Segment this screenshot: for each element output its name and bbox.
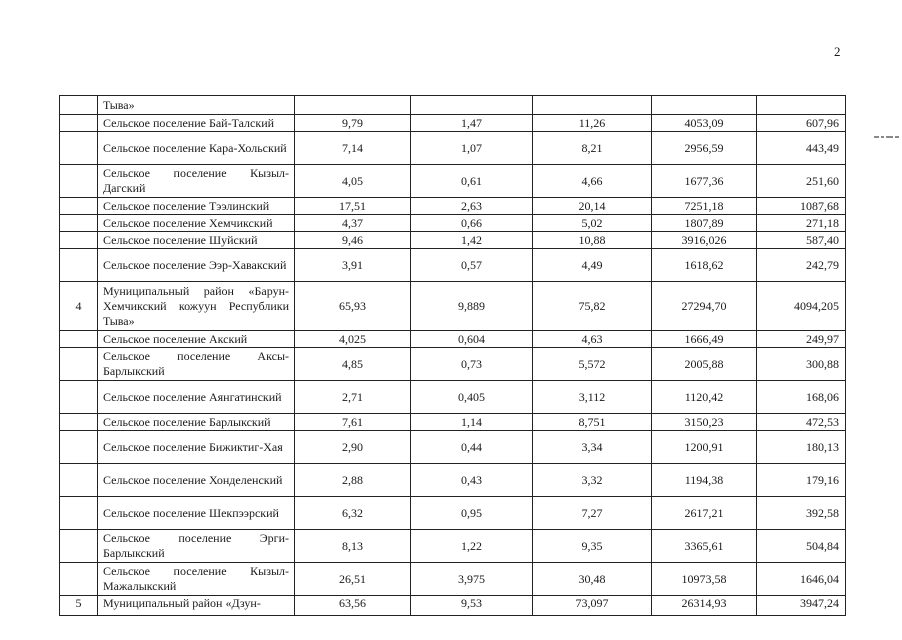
value-cell-1: 17,51 <box>295 198 411 215</box>
value-cell-4: 27294,70 <box>652 282 757 331</box>
value-cell-2: 9,53 <box>411 596 533 616</box>
value-cell-4: 1194,38 <box>652 464 757 497</box>
value-cell-4: 10973,58 <box>652 563 757 596</box>
value-cell-3: 3,32 <box>533 464 652 497</box>
value-cell-3: 73,097 <box>533 596 652 616</box>
value-cell-2: 0,95 <box>411 497 533 530</box>
settlement-name-cell: Сельское поселение Барлыкский <box>98 414 295 431</box>
value-cell-2: 0,61 <box>411 165 533 198</box>
value-cell-5: 271,18 <box>757 215 846 232</box>
value-cell-3: 4,66 <box>533 165 652 198</box>
row-number-cell <box>60 165 98 198</box>
value-cell-2: 0,43 <box>411 464 533 497</box>
value-cell-2: 9,889 <box>411 282 533 331</box>
value-cell-5: 168,06 <box>757 381 846 414</box>
value-cell-1: 2,88 <box>295 464 411 497</box>
settlement-name-cell: Сельское поселение Кара-Хольский <box>98 132 295 165</box>
settlement-name-cell: Сельское поселение Бижиктиг-Хая <box>98 431 295 464</box>
table-row <box>60 232 846 249</box>
value-cell-2: 0,57 <box>411 249 533 282</box>
value-cell-2: 1,07 <box>411 132 533 165</box>
value-cell-3: 30,48 <box>533 563 652 596</box>
value-cell-3: 8,21 <box>533 132 652 165</box>
row-number-cell <box>60 464 98 497</box>
value-cell-4: 26314,93 <box>652 596 757 616</box>
settlement-name-text: Муниципальный район «Дзун- <box>103 596 261 610</box>
value-cell-5: 443,49 <box>757 132 846 165</box>
value-cell-2: 1,42 <box>411 232 533 249</box>
row-number-cell <box>60 249 98 282</box>
value-cell-1: 2,71 <box>295 381 411 414</box>
value-cell-5: 179,16 <box>757 464 846 497</box>
settlement-name-cell: Сельское поселение Ээр-Хавакский <box>98 249 295 282</box>
value-cell-5: 251,60 <box>757 165 846 198</box>
row-number-cell <box>60 215 98 232</box>
page-number: 2 <box>834 44 841 59</box>
table-row <box>60 331 846 348</box>
table-row <box>60 96 846 115</box>
value-cell-3: 4,49 <box>533 249 652 282</box>
value-cell-5: 392,58 <box>757 497 846 530</box>
value-cell-1: 65,93 <box>295 282 411 331</box>
allocation-table <box>59 95 846 616</box>
value-cell-4: 2005,88 <box>652 348 757 381</box>
row-number-cell <box>60 530 98 563</box>
row-number-cell <box>60 414 98 431</box>
value-cell-2 <box>411 96 533 115</box>
value-cell-1: 4,05 <box>295 165 411 198</box>
value-cell-4: 3150,23 <box>652 414 757 431</box>
settlement-name-cell: Сельское поселение Хонделенский <box>98 464 295 497</box>
value-cell-1: 2,90 <box>295 431 411 464</box>
settlement-name-cell: Сельское поселение Кызыл-Дагский <box>98 165 295 198</box>
value-cell-4: 1200,91 <box>652 431 757 464</box>
value-cell-1: 26,51 <box>295 563 411 596</box>
row-number-cell <box>60 132 98 165</box>
table-row <box>60 249 846 282</box>
value-cell-4: 1677,36 <box>652 165 757 198</box>
value-cell-1: 7,14 <box>295 132 411 165</box>
value-cell-4: 3916,026 <box>652 232 757 249</box>
settlement-name-cell: Сельское поселение Шекпээрский <box>98 497 295 530</box>
row-number-cell <box>60 96 98 115</box>
value-cell-5: 180,13 <box>757 431 846 464</box>
value-cell-3: 9,35 <box>533 530 652 563</box>
row-number-cell: 5 <box>60 596 98 616</box>
table-row <box>60 530 846 563</box>
value-cell-5: 504,84 <box>757 530 846 563</box>
value-cell-1: 3,91 <box>295 249 411 282</box>
settlement-name-cell: Тыва» <box>98 96 295 115</box>
row-number-cell <box>60 497 98 530</box>
value-cell-1: 8,13 <box>295 530 411 563</box>
value-cell-3 <box>533 96 652 115</box>
row-number-cell <box>60 331 98 348</box>
value-cell-2: 1,22 <box>411 530 533 563</box>
settlement-name-cell: Муниципальный район «Барун-Хемчикский кожуун Республики Тыва» <box>98 282 295 331</box>
table-row <box>60 497 846 530</box>
table-body <box>60 96 846 616</box>
row-number-cell: 4 <box>60 282 98 331</box>
table-row <box>60 165 846 198</box>
value-cell-5: 472,53 <box>757 414 846 431</box>
table-row <box>60 198 846 215</box>
value-cell-2: 0,73 <box>411 348 533 381</box>
table-row <box>60 381 846 414</box>
value-cell-5: 587,40 <box>757 232 846 249</box>
value-cell-1: 4,025 <box>295 331 411 348</box>
value-cell-4: 4053,09 <box>652 115 757 132</box>
value-cell-1 <box>295 96 411 115</box>
value-cell-2: 1,47 <box>411 115 533 132</box>
value-cell-3: 5,572 <box>533 348 652 381</box>
table-row <box>60 414 846 431</box>
value-cell-4: 1666,49 <box>652 331 757 348</box>
value-cell-1: 7,61 <box>295 414 411 431</box>
value-cell-4: 2956,59 <box>652 132 757 165</box>
table-row <box>60 431 846 464</box>
table-row <box>60 464 846 497</box>
value-cell-3: 75,82 <box>533 282 652 331</box>
value-cell-1: 9,79 <box>295 115 411 132</box>
value-cell-2: 0,604 <box>411 331 533 348</box>
value-cell-1: 4,37 <box>295 215 411 232</box>
table-row <box>60 563 846 596</box>
settlement-name-cell <box>98 596 295 616</box>
settlement-name-cell: Сельское поселение Кызыл-Мажалыкский <box>98 563 295 596</box>
table-row <box>60 596 846 616</box>
table-row <box>60 215 846 232</box>
row-number-cell <box>60 563 98 596</box>
value-cell-1: 9,46 <box>295 232 411 249</box>
row-number-cell <box>60 115 98 132</box>
settlement-name-cell: Сельское поселение Эрги-Барлыкский <box>98 530 295 563</box>
value-cell-3: 3,112 <box>533 381 652 414</box>
row-number-cell <box>60 198 98 215</box>
table-row <box>60 132 846 165</box>
settlement-name-cell: Сельское поселение Аянгатинский <box>98 381 295 414</box>
value-cell-3: 20,14 <box>533 198 652 215</box>
value-cell-3: 4,63 <box>533 331 652 348</box>
row-number-cell <box>60 232 98 249</box>
settlement-name-cell: Сельское поселение Хемчикский <box>98 215 295 232</box>
row-number-cell <box>60 381 98 414</box>
value-cell-3: 11,26 <box>533 115 652 132</box>
value-cell-5: 1646,04 <box>757 563 846 596</box>
value-cell-2: 0,44 <box>411 431 533 464</box>
value-cell-5: 4094,205 <box>757 282 846 331</box>
value-cell-4 <box>652 96 757 115</box>
value-cell-4: 3365,61 <box>652 530 757 563</box>
value-cell-4: 7251,18 <box>652 198 757 215</box>
settlement-name-cell: Сельское поселение Шуйский <box>98 232 295 249</box>
value-cell-5: 242,79 <box>757 249 846 282</box>
table-row <box>60 115 846 132</box>
value-cell-2: 3,975 <box>411 563 533 596</box>
settlement-name-cell: Сельское поселение Аксы-Барлыкский <box>98 348 295 381</box>
value-cell-2: 2,63 <box>411 198 533 215</box>
settlement-name-cell: Сельское поселение Тээлинский <box>98 198 295 215</box>
value-cell-2: 0,405 <box>411 381 533 414</box>
value-cell-3: 3,34 <box>533 431 652 464</box>
value-cell-4: 1120,42 <box>652 381 757 414</box>
value-cell-3: 8,751 <box>533 414 652 431</box>
value-cell-2: 1,14 <box>411 414 533 431</box>
value-cell-1: 63,56 <box>295 596 411 616</box>
value-cell-5: 249,97 <box>757 331 846 348</box>
table-row <box>60 282 846 331</box>
value-cell-4: 1618,62 <box>652 249 757 282</box>
value-cell-4: 2617,21 <box>652 497 757 530</box>
value-cell-3: 5,02 <box>533 215 652 232</box>
value-cell-2: 0,66 <box>411 215 533 232</box>
row-number-cell <box>60 431 98 464</box>
value-cell-5: 1087,68 <box>757 198 846 215</box>
settlement-name-cell: Сельское поселение Бай-Талский <box>98 115 295 132</box>
value-cell-5: 3947,24 <box>757 596 846 616</box>
value-cell-3: 7,27 <box>533 497 652 530</box>
value-cell-4: 1807,89 <box>652 215 757 232</box>
settlement-name-cell: Сельское поселение Акский <box>98 331 295 348</box>
value-cell-1: 4,85 <box>295 348 411 381</box>
value-cell-3: 10,88 <box>533 232 652 249</box>
value-cell-5 <box>757 96 846 115</box>
value-cell-1: 6,32 <box>295 497 411 530</box>
margin-scan-mark <box>874 134 900 140</box>
table-row <box>60 348 846 381</box>
row-number-cell <box>60 348 98 381</box>
value-cell-5: 300,88 <box>757 348 846 381</box>
value-cell-5: 607,96 <box>757 115 846 132</box>
